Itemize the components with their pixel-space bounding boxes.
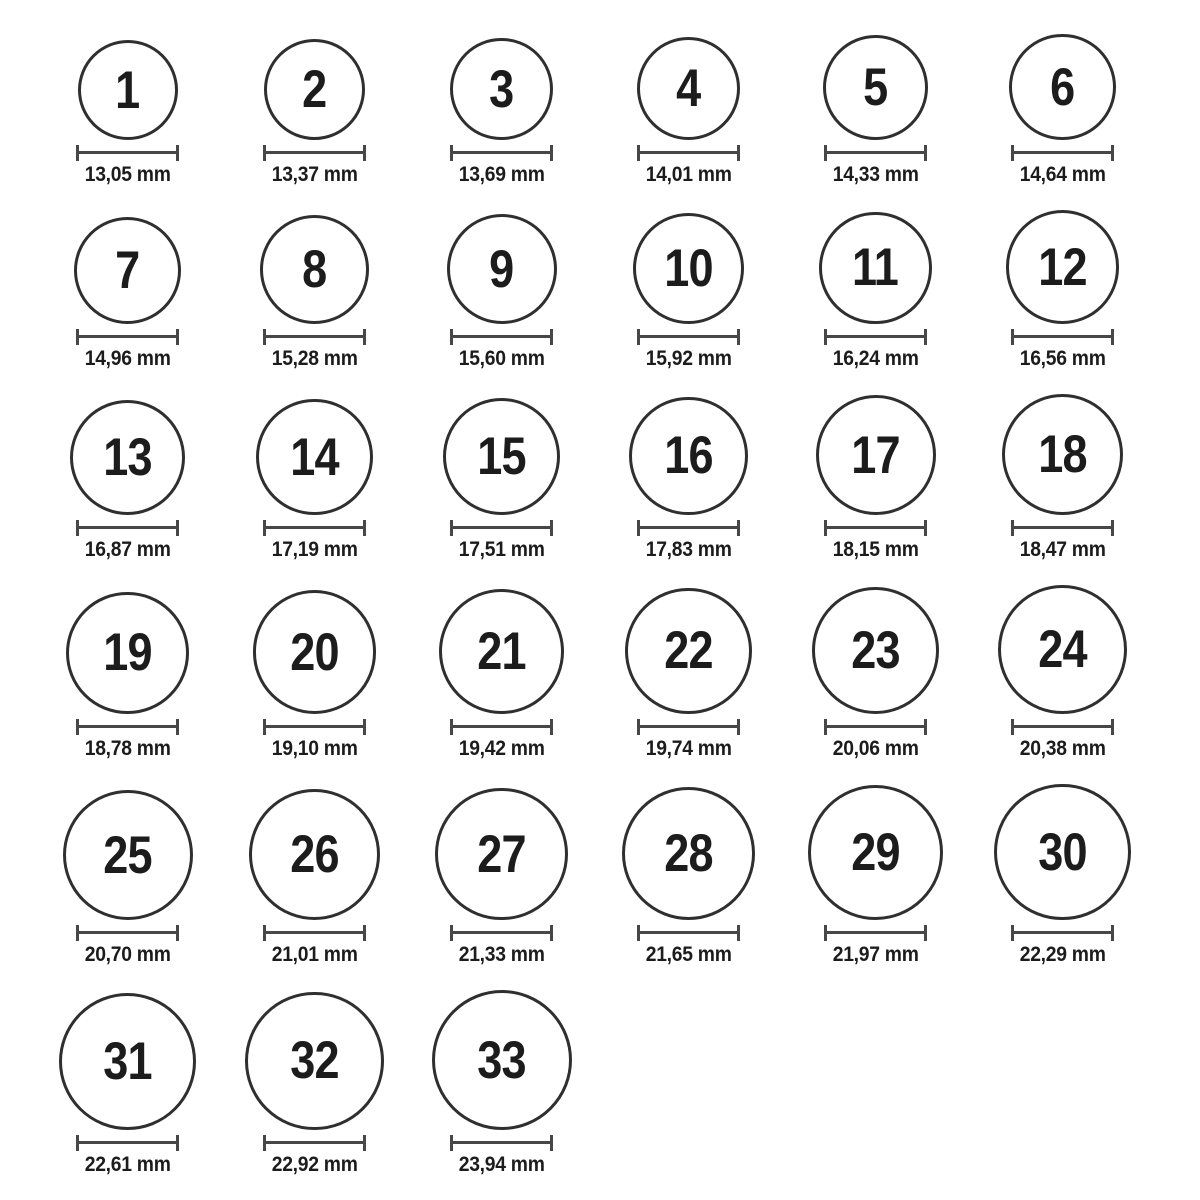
diameter-measure-line <box>76 1135 179 1151</box>
ring-size-item <box>782 394 969 561</box>
diameter-measure-line <box>1011 520 1114 536</box>
ring-size-item <box>34 585 221 760</box>
diameter-measure-line <box>824 925 927 941</box>
diameter-measure-line <box>76 329 179 345</box>
ring-circle <box>443 398 561 516</box>
ring-circle <box>637 37 741 141</box>
diameter-label: 22,61 mm <box>84 1153 171 1177</box>
ring-size-number: 13 <box>103 428 152 488</box>
diameter-measure-line <box>824 520 927 536</box>
diameter-label: 15,60 mm <box>458 347 545 370</box>
diameter-label: 20,06 mm <box>832 737 919 760</box>
diameter-label: 15,28 mm <box>271 347 358 370</box>
diameter-measure-line <box>450 719 553 735</box>
ring-circle <box>66 592 189 715</box>
diameter-label: 18,47 mm <box>1019 538 1106 562</box>
diameter-measure-line <box>450 145 553 161</box>
diameter-label: 21,33 mm <box>458 943 545 967</box>
diameter-measure-line <box>263 1135 366 1151</box>
ring-size-item <box>595 210 782 370</box>
ring-circle <box>808 785 943 920</box>
diameter-label: 17,83 mm <box>645 538 732 562</box>
ring-size-number: 21 <box>477 622 526 681</box>
ring-size-number: 25 <box>103 825 152 885</box>
ring-circle <box>629 397 748 516</box>
ring-circle <box>59 993 197 1131</box>
diameter-label: 16,24 mm <box>832 347 919 370</box>
ring-circle <box>625 588 751 714</box>
diameter-measure-line <box>76 520 179 536</box>
ring-size-item <box>595 34 782 186</box>
ring-size-number: 29 <box>851 823 900 883</box>
ring-size-item <box>221 394 408 561</box>
ring-size-number: 20 <box>290 622 339 682</box>
ring-size-item <box>782 784 969 966</box>
ring-size-number: 18 <box>1038 425 1087 485</box>
diameter-measure-line <box>450 925 553 941</box>
diameter-label: 18,78 mm <box>84 737 171 760</box>
diameter-label: 18,15 mm <box>832 538 919 562</box>
ring-size-number: 3 <box>489 59 514 119</box>
ring-circle <box>447 214 557 324</box>
diameter-label: 16,56 mm <box>1019 347 1106 370</box>
ring-circle <box>819 212 932 325</box>
ring-circle <box>264 39 365 140</box>
ring-size-number: 33 <box>477 1030 526 1090</box>
ring-size-item <box>408 394 595 561</box>
diameter-label: 21,97 mm <box>832 943 919 967</box>
ring-circle <box>812 587 940 715</box>
diameter-label: 14,33 mm <box>832 163 919 187</box>
diameter-measure-line <box>263 719 366 735</box>
ring-circle <box>245 992 384 1131</box>
diameter-measure-line <box>637 329 740 345</box>
diameter-measure-line <box>450 1135 553 1151</box>
ring-circle <box>256 399 372 515</box>
ring-size-number: 30 <box>1038 822 1087 882</box>
diameter-measure-line <box>76 719 179 735</box>
diameter-label: 14,64 mm <box>1019 163 1106 187</box>
ring-size-number: 16 <box>664 426 713 486</box>
ring-size-number: 6 <box>1050 57 1075 117</box>
ring-size-number: 8 <box>302 240 327 300</box>
diameter-label: 20,38 mm <box>1019 737 1106 760</box>
ring-size-item <box>408 585 595 760</box>
ring-circle <box>253 590 377 714</box>
ring-size-item <box>782 585 969 760</box>
size-grid <box>34 34 1200 1176</box>
ring-size-item <box>782 210 969 370</box>
diameter-label: 17,51 mm <box>458 538 545 562</box>
diameter-measure-line <box>824 719 927 735</box>
ring-size-number: 14 <box>290 427 339 487</box>
ring-size-item <box>408 34 595 186</box>
diameter-label: 23,94 mm <box>458 1153 545 1177</box>
ring-size-number: 17 <box>851 425 900 485</box>
ring-circle <box>63 790 193 920</box>
diameter-label: 15,92 mm <box>645 347 732 370</box>
ring-size-item <box>408 784 595 966</box>
ring-circle <box>74 217 182 325</box>
diameter-measure-line <box>637 925 740 941</box>
ring-size-number: 27 <box>477 824 526 884</box>
ring-circle <box>1006 210 1120 324</box>
diameter-label: 13,37 mm <box>271 163 358 187</box>
ring-size-item <box>221 34 408 186</box>
ring-circle <box>249 789 380 920</box>
ring-size-item <box>969 585 1156 760</box>
diameter-measure-line <box>263 520 366 536</box>
diameter-label: 17,19 mm <box>271 538 358 562</box>
diameter-label: 22,92 mm <box>271 1153 358 1177</box>
ring-size-item <box>595 784 782 966</box>
ring-size-number: 15 <box>477 427 526 486</box>
ring-size-item <box>969 210 1156 370</box>
ring-size-item <box>408 210 595 370</box>
diameter-label: 14,96 mm <box>84 347 171 370</box>
diameter-measure-line <box>637 719 740 735</box>
diameter-measure-line <box>824 145 927 161</box>
diameter-label: 22,29 mm <box>1019 943 1106 967</box>
ring-size-item <box>34 394 221 561</box>
ring-size-number: 12 <box>1038 237 1087 297</box>
diameter-label: 13,69 mm <box>458 163 545 187</box>
ring-size-item <box>221 990 408 1176</box>
ring-size-number: 7 <box>115 240 140 300</box>
ring-circle <box>450 38 553 141</box>
ring-circle <box>994 784 1130 920</box>
diameter-label: 21,01 mm <box>271 943 358 967</box>
diameter-measure-line <box>824 329 927 345</box>
diameter-label: 21,65 mm <box>645 943 732 967</box>
diameter-measure-line <box>450 329 553 345</box>
ring-circle <box>78 40 178 140</box>
diameter-measure-line <box>1011 329 1114 345</box>
diameter-measure-line <box>637 145 740 161</box>
ring-circle <box>432 990 572 1130</box>
ring-size-number: 31 <box>103 1032 152 1091</box>
ring-circle <box>260 215 369 324</box>
diameter-measure-line <box>76 925 179 941</box>
ring-size-item <box>969 784 1156 966</box>
ring-circle <box>622 787 756 921</box>
diameter-measure-line <box>263 145 366 161</box>
diameter-label: 19,42 mm <box>458 737 545 760</box>
ring-size-item <box>221 210 408 370</box>
ring-size-item <box>34 210 221 370</box>
ring-size-number: 19 <box>103 623 152 683</box>
diameter-measure-line <box>76 145 179 161</box>
diameter-measure-line <box>263 925 366 941</box>
ring-size-item <box>969 394 1156 561</box>
ring-size-number: 28 <box>664 823 713 883</box>
diameter-measure-line <box>1011 925 1114 941</box>
diameter-measure-line <box>263 329 366 345</box>
ring-circle <box>70 400 185 515</box>
ring-size-number: 23 <box>851 620 900 680</box>
diameter-measure-line <box>450 520 553 536</box>
ring-size-number: 32 <box>290 1031 339 1091</box>
ring-size-item <box>221 784 408 966</box>
diameter-label: 19,10 mm <box>271 737 358 760</box>
diameter-label: 20,70 mm <box>84 943 171 967</box>
ring-size-number: 5 <box>863 58 888 118</box>
ring-circle <box>435 788 568 921</box>
diameter-measure-line <box>637 520 740 536</box>
diameter-label: 14,01 mm <box>645 163 732 187</box>
diameter-label: 16,87 mm <box>84 538 171 562</box>
ring-size-item <box>221 585 408 760</box>
diameter-measure-line <box>1011 719 1114 735</box>
ring-size-item <box>595 394 782 561</box>
ring-circle <box>633 213 744 324</box>
ring-circle <box>1002 394 1123 515</box>
diameter-measure-line <box>1011 145 1114 161</box>
ring-size-item <box>34 34 221 186</box>
ring-size-number: 1 <box>115 60 140 120</box>
diameter-label: 13,05 mm <box>84 163 171 187</box>
ring-size-item <box>595 585 782 760</box>
ring-size-item <box>782 34 969 186</box>
ring-size-number: 22 <box>664 621 713 681</box>
ring-size-item <box>408 990 595 1176</box>
ring-size-number: 4 <box>676 58 701 118</box>
diameter-label: 19,74 mm <box>645 737 732 760</box>
ring-size-item <box>34 990 221 1176</box>
ring-circle <box>1009 34 1115 140</box>
ring-circle <box>823 35 928 140</box>
ring-circle <box>816 395 936 515</box>
ring-circle <box>439 589 564 714</box>
ring-size-number: 9 <box>489 239 514 299</box>
ring-size-item <box>969 34 1156 186</box>
ring-size-number: 24 <box>1038 620 1087 680</box>
ring-size-number: 11 <box>852 238 899 298</box>
ring-size-number: 10 <box>664 238 713 298</box>
ring-size-item <box>34 784 221 966</box>
ring-size-number: 26 <box>290 825 339 885</box>
ring-circle <box>998 585 1127 714</box>
ring-size-number: 2 <box>302 60 327 120</box>
